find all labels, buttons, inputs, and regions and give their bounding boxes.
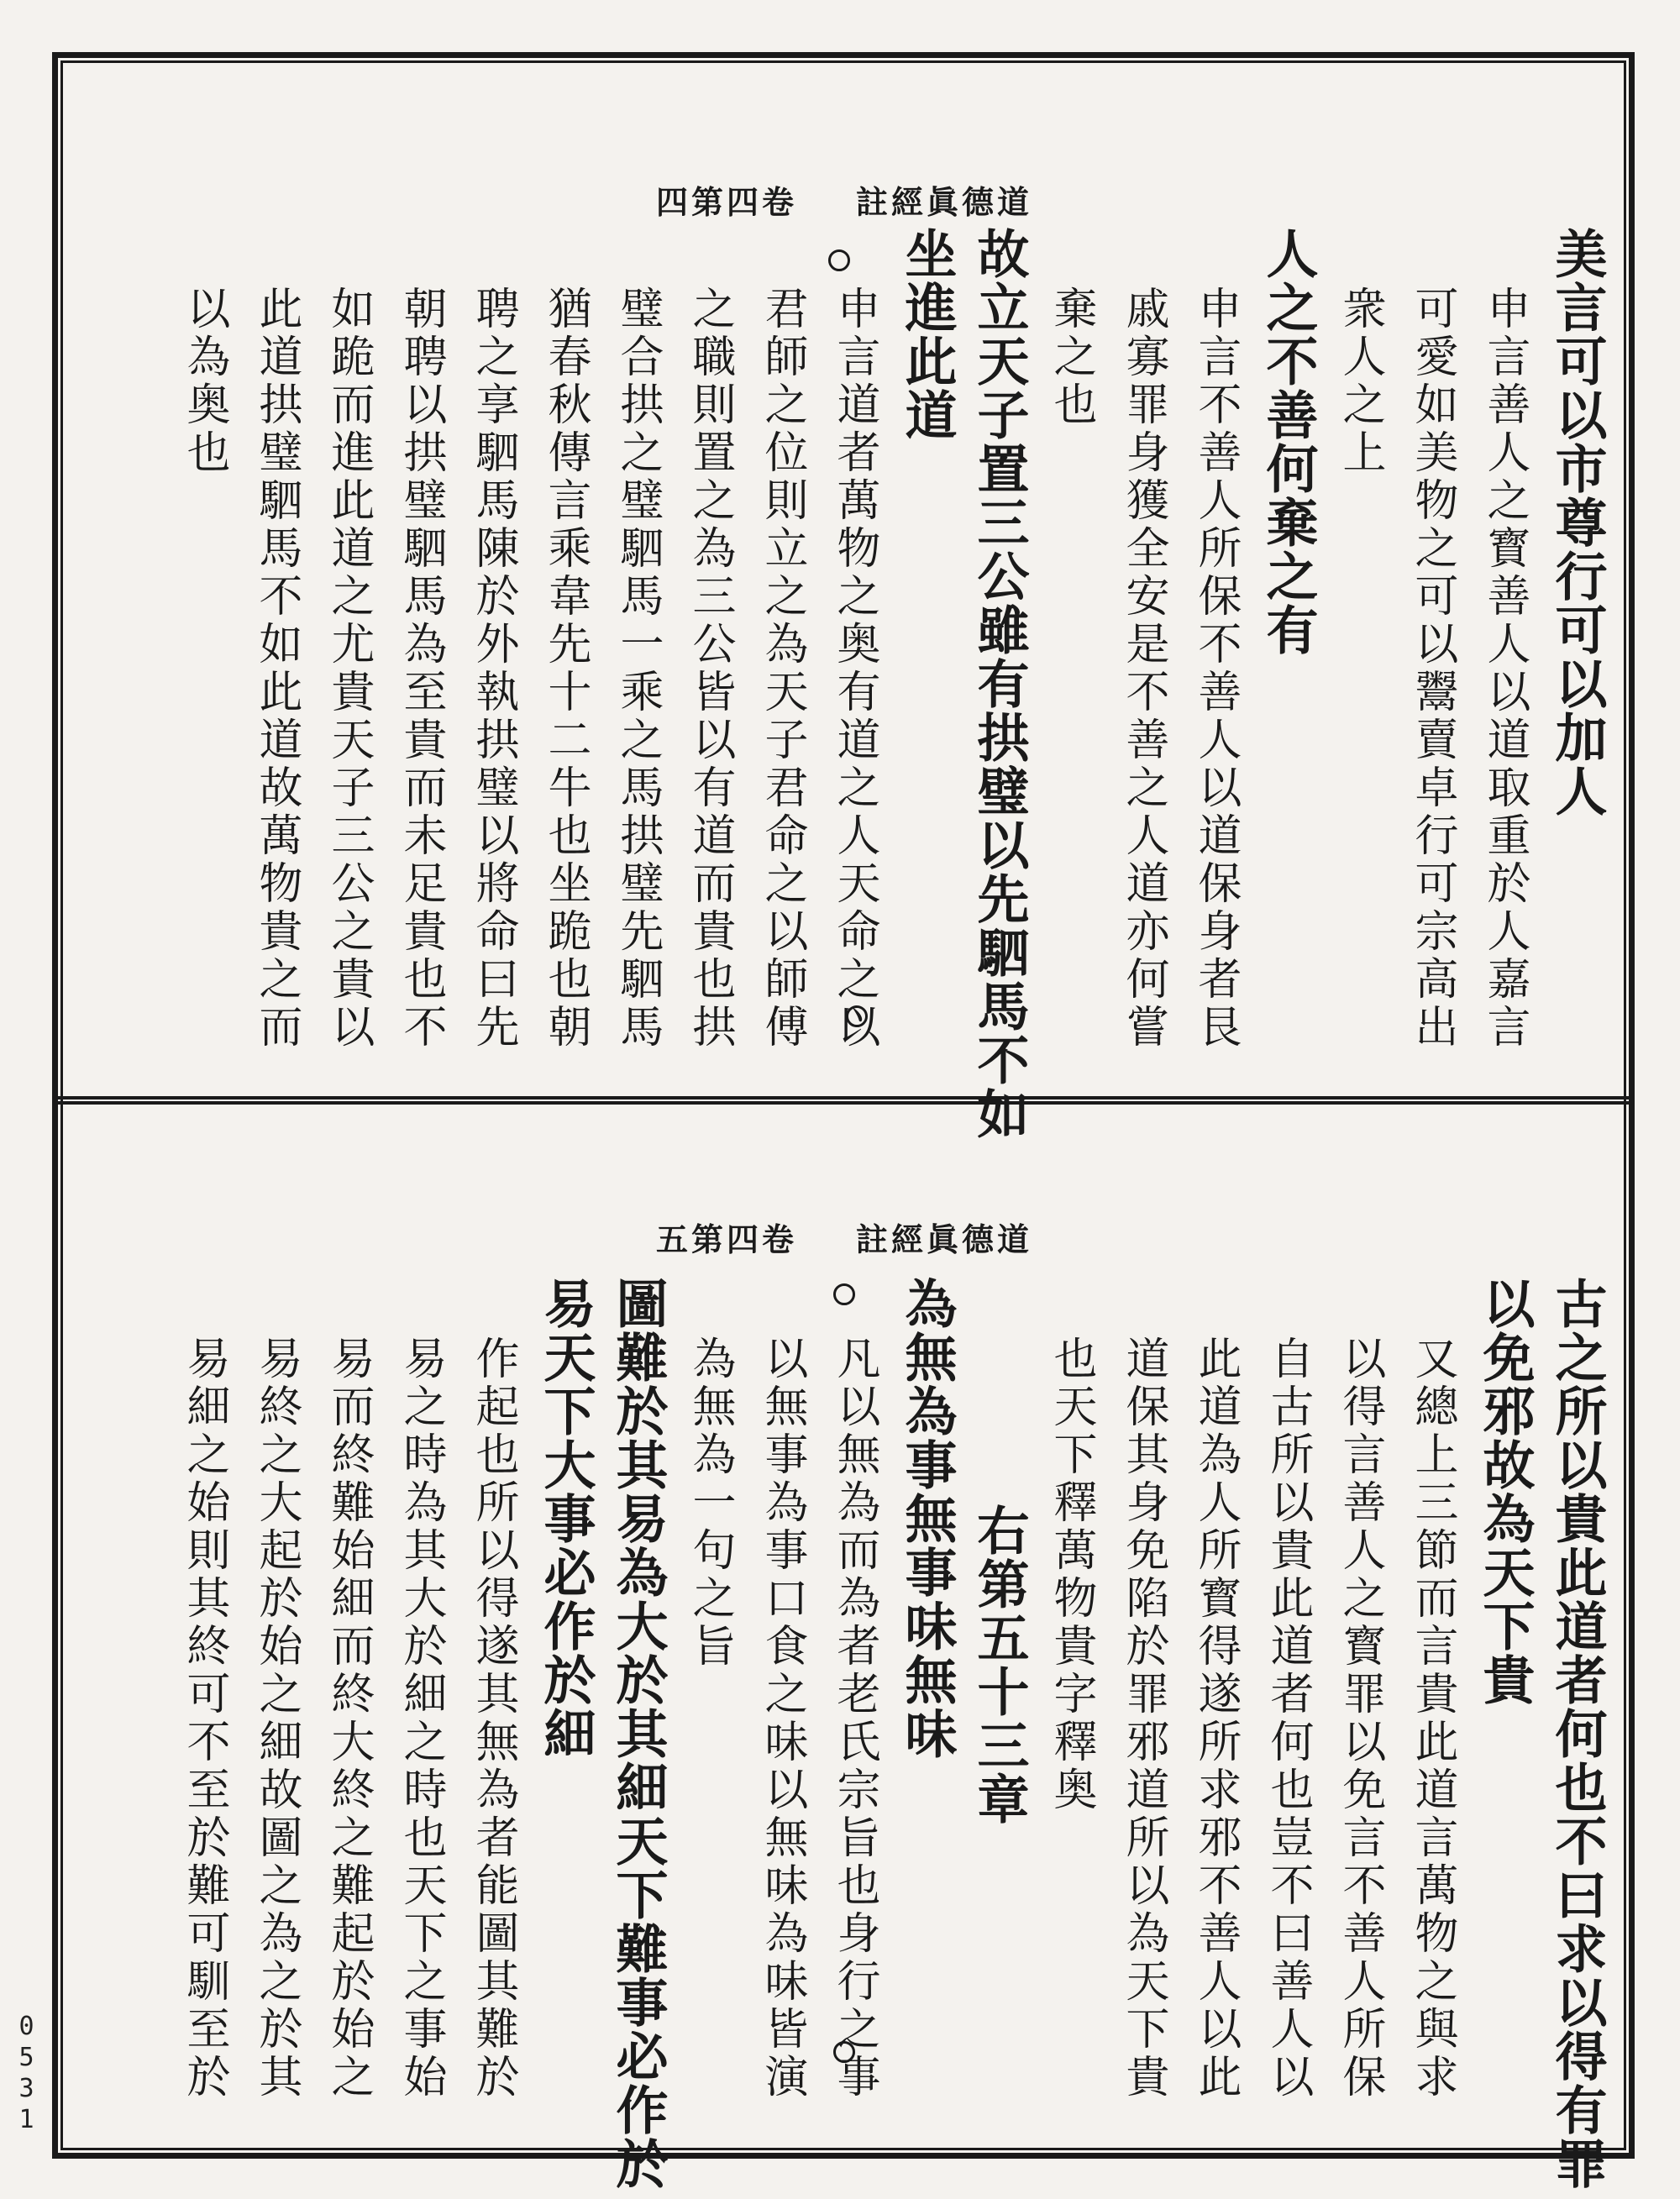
- punctuation-circle: [846, 1005, 868, 1027]
- commentary-column: 聘之享駟馬陳於外執拱璧以將命曰先: [468, 286, 518, 1052]
- commentary-column: 也天下釋萬物貴字釋奥: [1046, 1336, 1096, 1814]
- commentary-column: 申言不善人所保不善人以道保身者艮: [1190, 286, 1241, 1052]
- top-leaf: [67, 67, 1621, 1141]
- commentary-column: 又總上三節而言貴此道言萬物之與求: [1407, 1336, 1457, 2102]
- commentary-column: 易細之始則其終可不至於難可馴至於: [179, 1336, 229, 2102]
- commentary-column: 以無事為事口食之味以無味為味皆演: [757, 1336, 807, 2102]
- text-column: 為無為事無事味無味: [896, 1277, 958, 1761]
- leaf-divider: [52, 1096, 1635, 1105]
- text-column: 故立天子置三公雖有拱璧以先駟馬不如: [969, 227, 1030, 1141]
- text-column: 人之不善何棄之有: [1257, 227, 1319, 657]
- bottom-leaf-volume: 五第四卷: [655, 1220, 797, 1258]
- commentary-column: 為無為一句之旨: [685, 1336, 735, 1671]
- commentary-column: 衆人之上: [1335, 286, 1385, 477]
- top-leaf-header: [67, 176, 1621, 223]
- commentary-column: 此道為人所寳得遂所求邪不善人以此: [1190, 1336, 1241, 2102]
- commentary-column: 以得言善人之寳罪以免言不善人所保: [1335, 1336, 1385, 2102]
- bottom-leaf-title: 註經眞德道: [856, 1220, 1033, 1258]
- commentary-column: 易終之大起於始之細故圖之為之於其: [251, 1336, 302, 2102]
- top-leaf-volume: 四第四卷: [655, 183, 797, 221]
- commentary-column: 道保其身免陷於罪邪道所以為天下貴: [1118, 1336, 1168, 2102]
- bottom-leaf: [67, 1109, 1621, 2191]
- commentary-column: 可愛如美物之可以鬻賣卓行可宗高出: [1407, 286, 1457, 1052]
- text-column: 以免邪故為天下貴: [1474, 1277, 1536, 1707]
- commentary-column: 君師之位則立之為天子君命之以師傅: [757, 286, 807, 1052]
- punctuation-circle: [828, 249, 850, 271]
- bottom-leaf-header: [67, 1214, 1621, 1260]
- commentary-column: 申言道者萬物之奥有道之人天命之以: [829, 286, 879, 1052]
- text-column: 美言可以市尊行可以加人: [1546, 227, 1608, 818]
- top-leaf-columns: [168, 227, 1613, 1141]
- commentary-column: 自古所以貴此道者何也豈不曰善人以: [1263, 1336, 1313, 2102]
- commentary-column: 猶春秋傳言乘韋先十二牛也坐跪也朝: [540, 286, 591, 1052]
- commentary-column: 朝聘以拱璧駟馬為至貴而未足貴也不: [396, 286, 446, 1052]
- top-leaf-title: 註經眞德道: [856, 183, 1033, 221]
- commentary-column: 易而終難始細而終大終之難起於始之: [323, 1336, 374, 2102]
- bottom-leaf-columns: [168, 1277, 1613, 2191]
- text-column: 圖難於其易為大於其細天下難事必作於: [607, 1277, 669, 2191]
- commentary-column: 如跪而進此道之尤貴天子三公之貴以: [323, 286, 374, 1052]
- commentary-column: 易之時為其大於細之時也天下之事始: [396, 1336, 446, 2102]
- text-column: 易天下大事必作於細: [535, 1277, 596, 1761]
- text-column: 坐進此道: [896, 227, 958, 442]
- commentary-column: 此道拱璧駟馬不如此道故萬物貴之而: [251, 286, 302, 1052]
- page-number: 0531: [12, 2012, 41, 2136]
- punctuation-circle: [833, 2041, 855, 2063]
- commentary-column: 凡以無為而為者老氏宗旨也身行之事: [829, 1336, 879, 2102]
- commentary-column: 作起也所以得遂其無為者能圖其難於: [468, 1336, 518, 2102]
- commentary-column: 之職則置之為三公皆以有道而貴也拱: [685, 286, 735, 1052]
- commentary-column: 以為奥也: [179, 286, 229, 477]
- chapter-heading: 右第五十三章: [969, 1504, 1030, 1826]
- commentary-column: 戚寡罪身獲全安是不善之人道亦何嘗: [1118, 286, 1168, 1052]
- text-column: 古之所以貴此道者何也不曰求以得有罪: [1546, 1277, 1608, 2191]
- commentary-column: 璧合拱之璧駟馬一乘之馬拱璧先駟馬: [612, 286, 663, 1052]
- commentary-column: 申言善人之寳善人以道取重於人嘉言: [1479, 286, 1530, 1052]
- commentary-column: 棄之也: [1046, 286, 1096, 429]
- punctuation-circle: [833, 1283, 855, 1305]
